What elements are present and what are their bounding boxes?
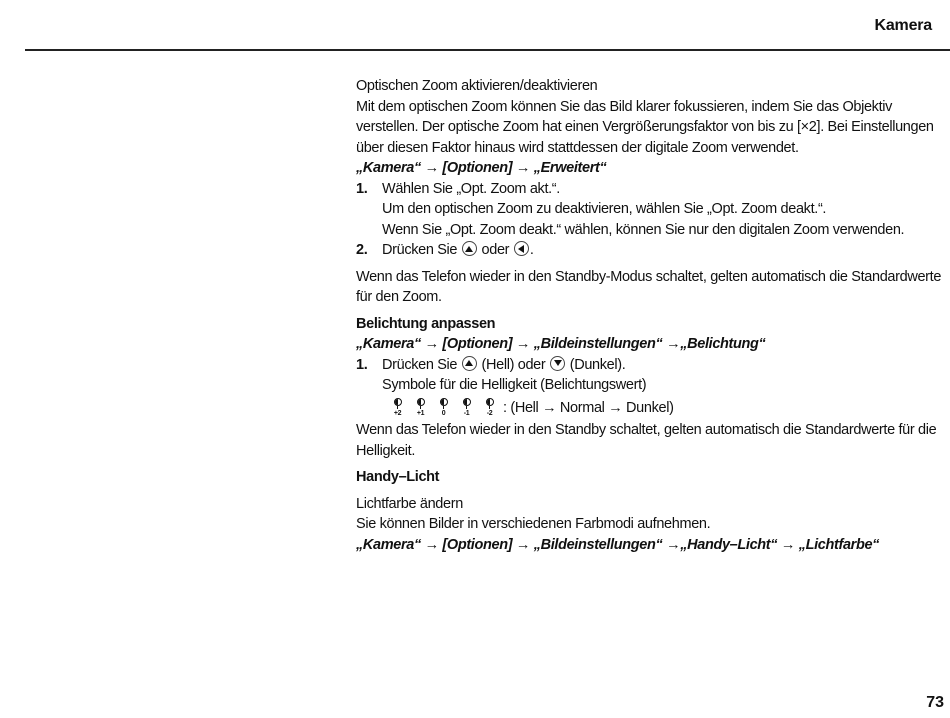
- step-text: [382, 355, 942, 376]
- step-number: 1.: [356, 180, 368, 197]
- step-text-part: oder: [481, 242, 510, 258]
- step-text: Wählen Sie „Opt. Zoom akt.“.: [382, 180, 560, 197]
- exposure-menu-path: „Kamera“ → [Optionen] → „Bildeinstellungen“ →„Belichtung“: [356, 336, 766, 352]
- step-text-part: (Hell) oder: [481, 356, 546, 373]
- zoom-section-title: Optischen Zoom aktivieren/deaktivieren: [356, 78, 598, 94]
- zoom-step-2: [356, 240, 942, 261]
- zoom-step-1-note-1: Um den optischen Zoom zu deaktivieren, wählen Sie „Opt. Zoom deakt.“.: [382, 201, 827, 217]
- light-subheading: Lichtfarbe ändern: [356, 495, 463, 512]
- exposure-value-label: +2: [393, 409, 402, 417]
- exposure-value-label: +1: [416, 409, 425, 417]
- exposure-value-label: -2: [486, 409, 493, 417]
- exposure-plus-2-icon: [386, 398, 409, 417]
- nav-up-key-icon: [462, 241, 477, 256]
- exposure-plus-1-icon: [409, 398, 432, 417]
- nav-left-key-icon: [514, 241, 529, 256]
- exposure-symbols-row: [356, 398, 942, 419]
- light-description: Sie können Bilder in verschiedenen Farbmodi aufnehmen.: [356, 516, 711, 532]
- exposure-value-label: 0: [441, 409, 446, 417]
- exposure-symbols-caption: : (Hell → Normal → Dunkel): [503, 399, 674, 416]
- step-text: [382, 240, 942, 261]
- step-number: 1.: [356, 356, 368, 373]
- zoom-description: Mit dem optischen Zoom können Sie das Bild klarer fokussieren, indem Sie das Objektiv verstellen. Der optische Zoom hat einen Vergrößerungsfaktor von bis zu [×2]. Bei Einstellungen über diesen Faktor hinaus wird stattdessen der digitale Zoom verwendet.: [356, 98, 934, 156]
- exposure-minus-1-icon: [455, 398, 478, 417]
- page-number: 73: [926, 694, 944, 711]
- main-content: [356, 76, 942, 555]
- step-text-part: .: [529, 242, 534, 258]
- zoom-menu-path: „Kamera“ → [Optionen] → „Erweitert“: [356, 160, 607, 176]
- zoom-step-1-note-2: Wenn Sie „Opt. Zoom deakt.“ wählen, können Sie nur den digitalen Zoom verwenden.: [382, 221, 905, 238]
- exposure-heading: Belichtung anpassen: [356, 315, 496, 332]
- step-text-part: Drücken Sie: [382, 242, 458, 258]
- step-text-part: (Dunkel).: [569, 356, 626, 373]
- light-heading: Handy–Licht: [356, 469, 440, 485]
- light-menu-path: „Kamera“ → [Optionen] → „Bildeinstellungen“ →„Handy–Licht“ → „Lichtfarbe“: [356, 536, 880, 553]
- header-divider: [25, 49, 950, 51]
- nav-up-key-icon: [462, 356, 477, 371]
- zoom-standby-note: Wenn das Telefon wieder in den Standby-Modus schaltet, gelten automatisch die Standardwerte für den Zoom.: [356, 268, 942, 305]
- exposure-minus-2-icon: [478, 398, 501, 417]
- exposure-standby-note: Wenn das Telefon wieder in den Standby schaltet, gelten automatisch die Standardwerte für die Helligkeit.: [356, 422, 937, 459]
- step-number: 2.: [356, 242, 368, 258]
- step-text-part: Drücken Sie: [382, 356, 458, 373]
- exposure-value-label: -1: [463, 409, 470, 417]
- exposure-symbols-label: Symbole für die Helligkeit (Belichtungswert): [382, 377, 647, 393]
- page-header-title: Kamera: [874, 17, 932, 34]
- zoom-step-1: [356, 179, 942, 200]
- exposure-zero-icon: [432, 398, 455, 417]
- exposure-step-1: [356, 355, 942, 376]
- nav-down-key-icon: [550, 356, 565, 371]
